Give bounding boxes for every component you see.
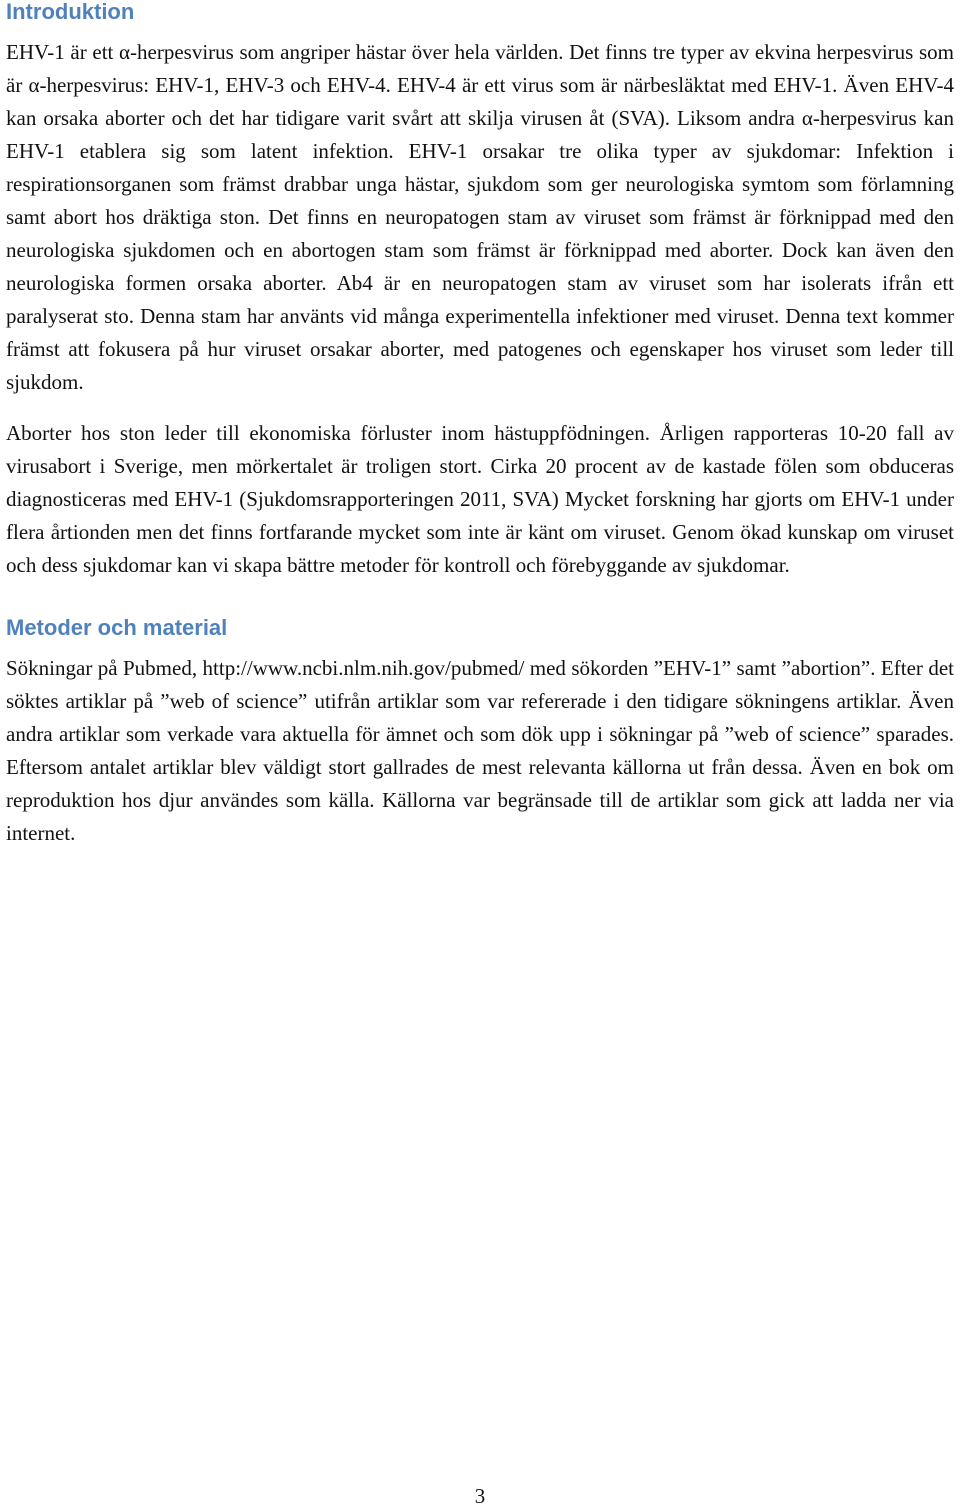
document-page [6,0,954,850]
page-number: 3 [474,1484,486,1508]
section-heading-introduktion: Introduktion [6,0,135,24]
methods-paragraph-1: Sökningar på Pubmed, http://www.ncbi.nlm.nih.gov/pubmed/ med sökorden ”EHV-1” samt ”abortion”. Efter det söktes artiklar på ”web of science” utifrån artiklar som var refererade i den tidigare sökningens artiklar. Även andra artiklar som verkade vara aktuella för ämnet och som dök upp i sökningar på ”web of science” sparades. Eftersom antalet artiklar blev väldigt stort gallrades de mest relevanta källorna ut från dessa. Även en bok om reproduktion hos djur användes som källa. Källorna var begränsade till de artiklar som gick att ladda ner via internet. [6,656,954,845]
intro-paragraph-1: EHV-1 är ett α-herpesvirus som angriper hästar över hela världen. Det finns tre typer av ekvina herpesvirus som är α-herpesvirus: EHV-1, EHV-3 och EHV-4. EHV-4 är ett virus som är närbesläktat med EHV-1. Även EHV-4 kan orsaka aborter och det har tidigare varit svårt att skilja virusen åt (SVA). Liksom andra α-herpesvirus kan EHV-1 etablera sig som latent infektion. EHV-1 orsakar tre olika typer av sjukdomar: Infektion i respirationsorganen som främst drabbar unga hästar, sjukdom som ger neurologiska symtom som förlamning samt abort hos dräktiga ston. Det finns en neuropatogen stam av viruset som främst är förknippad med den neurologiska sjukdomen och en abortogen stam som främst är förknippad med aborter. Dock kan även den neurologiska formen orsaka aborter. Ab4 är en neuropatogen stam av viruset som har isolerats ifrån ett paralyserat sto. Denna stam har använts vid många experimentella infektioner med viruset. Denna text kommer främst att fokusera på hur viruset orsakar aborter, med patogenes och egenskaper hos viruset som leder till sjukdom. [6,40,954,394]
intro-paragraph-2: Aborter hos ston leder till ekonomiska förluster inom hästuppfödningen. Årligen rapporteras 10-20 fall av virusabort i Sverige, men mörkertalet är troligen stort. Cirka 20 procent av de kastade fölen som obduceras diagnosticeras med EHV-1 (Sjukdomsrapporteringen 2011, SVA) Mycket forskning har gjorts om EHV-1 under flera årtionden men det finns fortfarande mycket som inte är känt om viruset. Genom ökad kunskap om viruset och dess sjukdomar kan vi skapa bättre metoder för kontroll och förebyggande av sjukdomar. [6,421,954,577]
section-heading-metoder-och-material: Metoder och material [6,615,228,640]
